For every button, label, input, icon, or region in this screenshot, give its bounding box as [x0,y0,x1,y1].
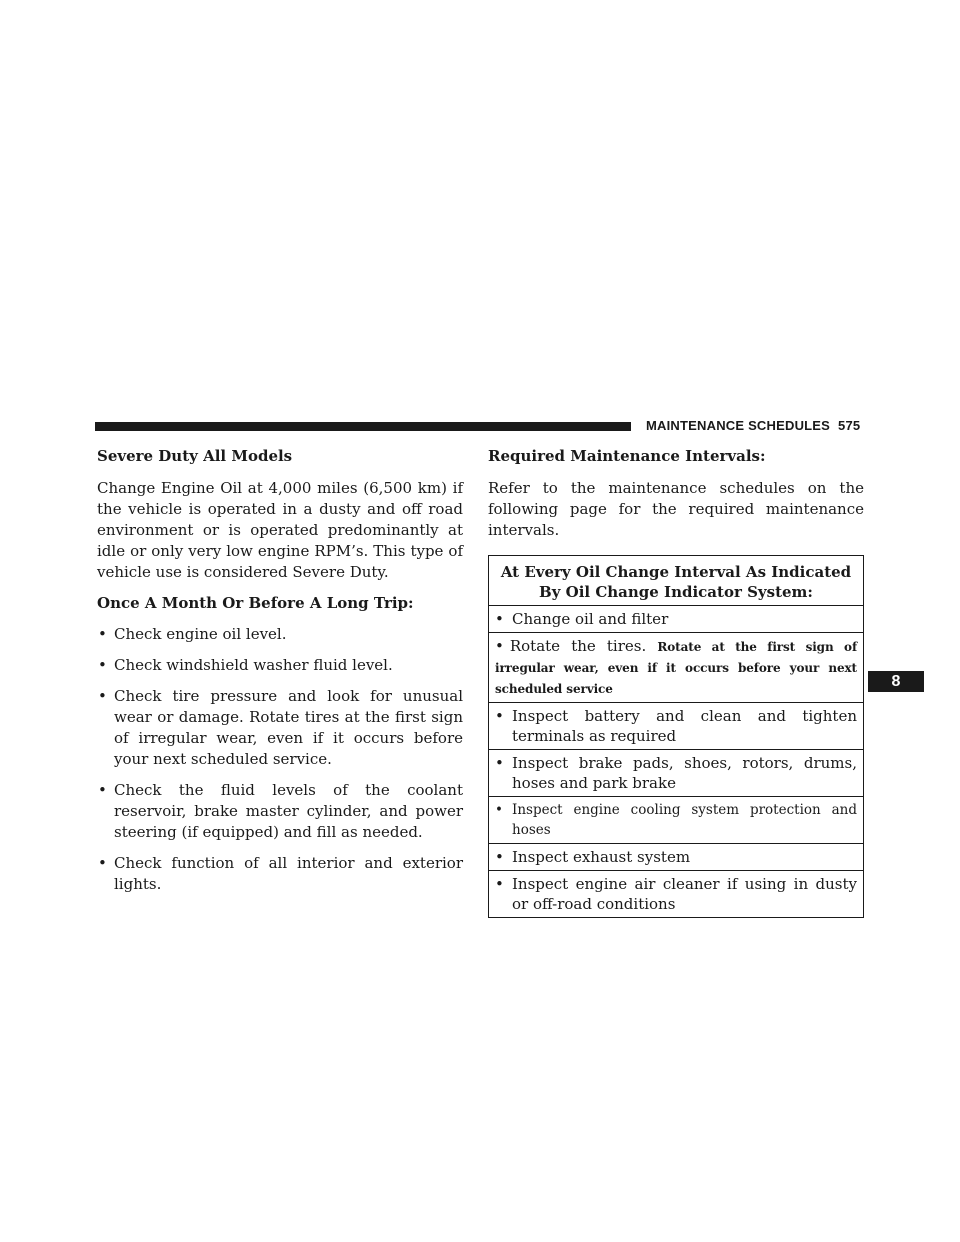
list-item: • Check windshield washer fluid level. [97,655,463,676]
left-column [97,446,463,905]
table-row [489,633,864,703]
running-header [646,418,860,433]
bullet-icon: • [495,637,504,655]
list-item: • Check engine oil level. [97,624,463,645]
bullet-icon: • [495,875,504,893]
oil-change-table [488,555,864,918]
row-text: Inspect battery and clean and tighten terminals as required [512,707,857,745]
chapter-tab[interactable]: 8 [868,671,924,692]
row-text: Inspect engine cooling system protection and hoses [512,802,857,838]
severe-duty-text: Change Engine Oil at 4,000 miles (6,500 km) if the vehicle is operated in a dusty and off road environment or is operated predominantly at idle or only very low engine RPM’s. This type of vehicle use is considered Severe Duty. [97,479,463,581]
table-row [489,750,864,797]
list-item: • Check function of all interior and exterior lights. [97,853,463,895]
row-note: Rotate at the first sign of irregular wear, even if it occurs before your next scheduled service [495,640,858,696]
table-row [489,871,864,918]
header-rule [95,422,631,431]
row-text: Rotate the tires. [509,637,647,655]
monthly-check-list [97,624,463,895]
monthly-check-heading: Once A Month Or Before A Long Trip: [97,594,414,612]
table-row [489,797,864,844]
bullet-icon: • [495,848,504,866]
intervals-heading: Required Maintenance Intervals: [488,447,766,465]
table-header: At Every Oil Change Interval As Indicated By Oil Change Indicator System: [489,556,864,606]
list-item: • Check the fluid levels of the coolant reservoir, brake master cylinder, and power steering (if equipped) and fill as needed. [97,780,463,843]
page-number: 575 [838,418,861,433]
bullet-icon: • [495,754,504,772]
bullet-icon: • [495,610,504,628]
row-text: Inspect exhaust system [512,848,691,866]
section-title: MAINTENANCE SCHEDULES [646,418,831,433]
list-item: • Check tire pressure and look for unusual wear or damage. Rotate tires at the first sign of irregular wear, even if it occurs before your next scheduled service. [97,686,463,770]
bullet-icon: • [495,802,503,818]
bullet-icon: • [495,707,504,725]
table-row [489,844,864,871]
table-row [489,703,864,750]
row-text: Inspect engine air cleaner if using in dusty or off-road conditions [512,875,857,913]
row-text: Change oil and filter [512,610,669,628]
intervals-text: Refer to the maintenance schedules on the following page for the required maintenance intervals. [488,479,864,539]
row-text: Inspect brake pads, shoes, rotors, drums, hoses and park brake [512,754,857,792]
severe-duty-heading: Severe Duty All Models [97,447,293,465]
table-row [489,606,864,633]
right-column [488,446,864,918]
